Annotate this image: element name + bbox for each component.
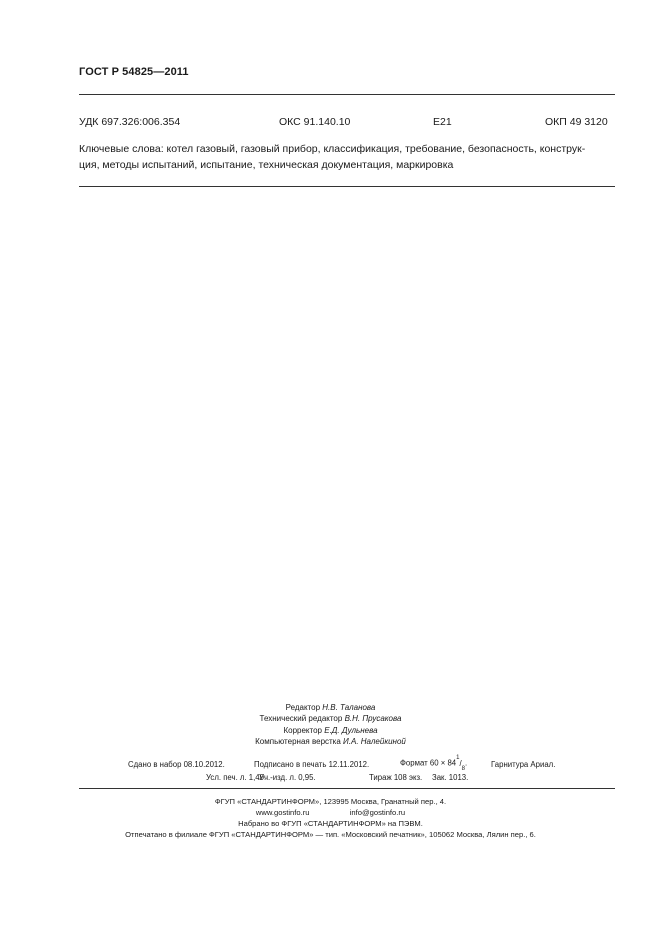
proofreader-name: Е.Д. Дульнева — [324, 726, 378, 735]
publisher-address: ФГУП «СТАНДАРТИНФОРМ», 123995 Москва, Гранатный пер., 4. — [214, 797, 447, 806]
standard-code: ГОСТ Р 54825—2011 — [79, 66, 189, 78]
editor-credit — [0, 703, 661, 712]
typeset-date: Сдано в набор 08.10.2012. — [128, 760, 225, 769]
layout-role: Компьютерная верстка — [255, 737, 341, 746]
keywords-line-2: ция, методы испытаний, испытание, техническая документация, маркировка — [79, 159, 454, 171]
tech-editor-role: Технический редактор — [259, 714, 343, 723]
layout-credit — [0, 737, 661, 746]
okp-code: ОКП 49 3120 — [545, 116, 608, 128]
keywords-line-1: Ключевые слова: котел газовый, газовый прибор, классификация, требование, безопасность, конструк- — [79, 143, 586, 155]
layout-name: И.А. Налейкиной — [343, 737, 406, 746]
editor-name: Н.В. Таланова — [322, 703, 376, 712]
signed-date: Подписано в печать 12.11.2012. — [254, 760, 370, 769]
print-sheets: Усл. печ. л. 1,40. — [206, 773, 267, 782]
proofreader-credit — [0, 726, 661, 735]
imprint-divider — [79, 788, 615, 789]
header-divider — [79, 94, 615, 95]
printing-note: Отпечатано в филиале ФГУП «СТАНДАРТИНФОРМ» — тип. «Московский печатник», 105062 Москва, Лялин пер., 6. — [125, 830, 536, 839]
oks-code: ОКС 91.140.10 — [279, 116, 351, 128]
proofreader-role: Корректор — [283, 726, 322, 735]
typeface: Гарнитура Ариал. — [491, 760, 556, 769]
keywords-divider — [79, 186, 615, 187]
tech-editor-name: В.Н. Прусакова — [344, 714, 402, 723]
udk-code: УДК 697.326:006.354 — [79, 116, 181, 128]
publisher-contacts — [0, 808, 661, 817]
circulation: Тираж 108 экз. — [369, 773, 423, 782]
paper-format: Формат $60 \times 84^1/_8$. — [400, 755, 468, 773]
editor-role: Редактор — [285, 703, 321, 712]
tech-editor-credit — [0, 714, 661, 723]
typeset-note: Набрано во ФГУП «СТАНДАРТИНФОРМ» на ПЭВМ. — [238, 819, 423, 828]
keywords-block — [79, 141, 617, 173]
publisher-website[interactable]: www.gostinfo.ru — [255, 808, 310, 817]
publisher-email[interactable]: info@gostinfo.ru — [349, 808, 406, 817]
group-code: Е21 — [433, 116, 452, 128]
order-number: Зак. 1013. — [432, 773, 469, 782]
publishing-sheets: Уч.-изд. л. 0,95. — [259, 773, 316, 782]
